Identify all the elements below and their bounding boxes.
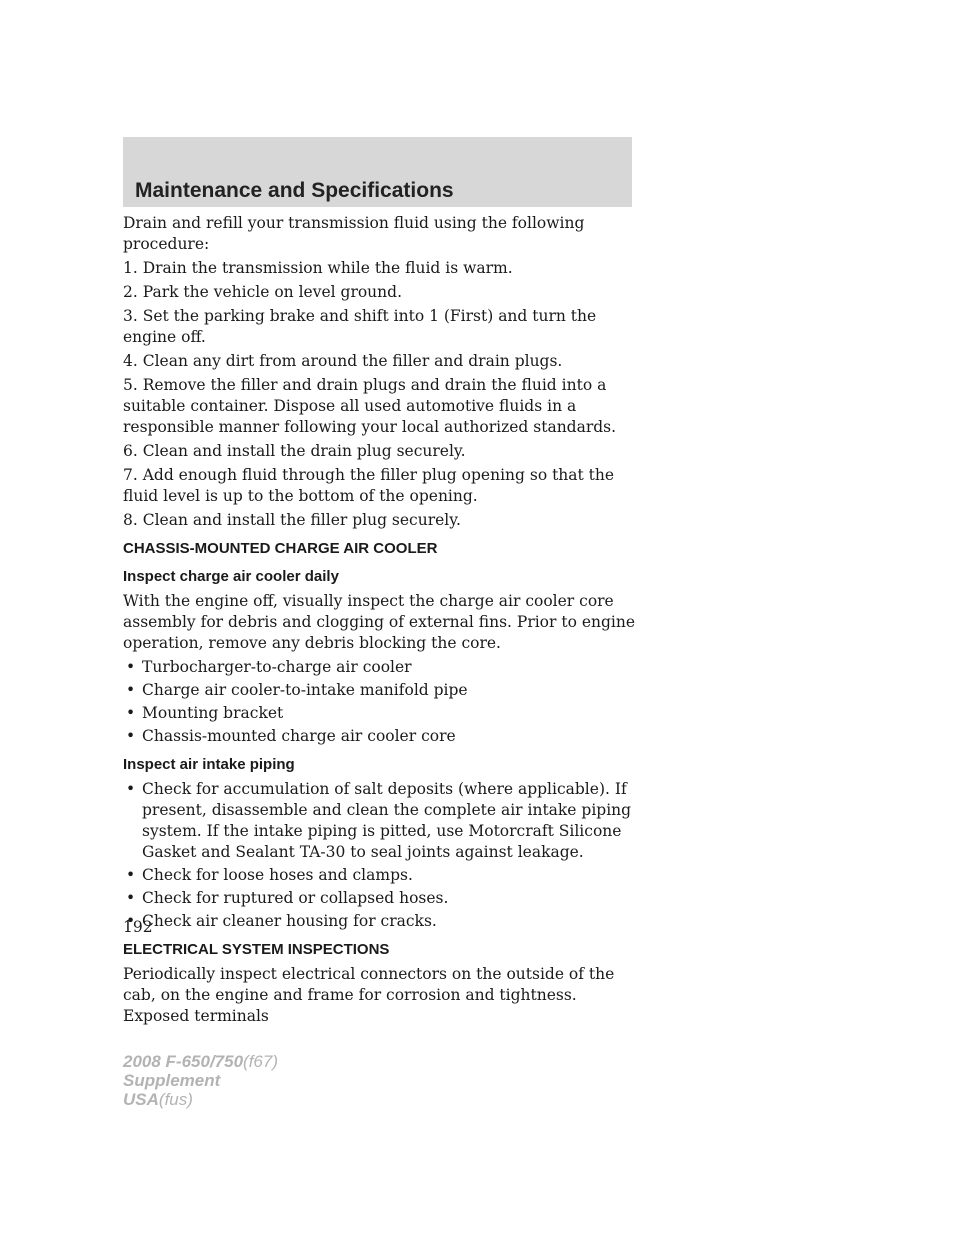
piping-bullet-list <box>123 779 638 932</box>
list-item: • Check air cleaner housing for cracks. <box>123 911 638 932</box>
step-8: 8. Clean and install the filler plug securely. <box>123 511 461 529</box>
step-4: 4. Clean any dirt from around the filler and drain plugs. <box>123 352 563 370</box>
page-content <box>123 213 638 1030</box>
footer-region-code: (fus) <box>158 1090 193 1109</box>
section-header-band <box>123 137 632 207</box>
list-item: • Mounting bracket <box>123 703 638 724</box>
heading-electrical-inspections: ELECTRICAL SYSTEM INSPECTIONS <box>123 941 390 958</box>
step-5: 5. Remove the filler and drain plugs and drain the fluid into a suitable container. Dispose all used automotive fluids in a responsible manner following your local authorized standards. <box>123 376 617 436</box>
heading-charge-air-cooler: CHASSIS-MOUNTED CHARGE AIR COOLER <box>123 540 438 557</box>
footer-supplement: Supplement <box>123 1071 221 1090</box>
footer-model-code: (f67) <box>243 1052 279 1071</box>
list-item: • Check for loose hoses and clamps. <box>123 865 638 886</box>
cooler-bullet-list <box>123 657 638 747</box>
document-footer <box>123 1052 278 1109</box>
step-1: 1. Drain the transmission while the fluid is warm. <box>123 259 513 277</box>
step-7: 7. Add enough fluid through the filler plug opening so that the fluid level is up to the bottom of the opening. <box>123 466 615 505</box>
electrical-paragraph: Periodically inspect electrical connectors on the outside of the cab, on the engine and frame for corrosion and tightness. Exposed terminals <box>123 965 615 1025</box>
footer-model: 2008 F-650/750 <box>123 1052 244 1071</box>
list-item: • Check for ruptured or collapsed hoses. <box>123 888 638 909</box>
list-item: • Chassis-mounted charge air cooler core <box>123 726 638 747</box>
footer-line-model <box>123 1052 278 1071</box>
intro-paragraph: Drain and refill your transmission fluid using the following procedure: <box>123 214 585 253</box>
list-item: • Turbocharger-to-charge air cooler <box>123 657 638 678</box>
page-number: 192 <box>123 918 153 936</box>
step-3: 3. Set the parking brake and shift into 1 (First) and turn the engine off. <box>123 307 597 346</box>
step-6: 6. Clean and install the drain plug securely. <box>123 442 466 460</box>
list-item: • Check for accumulation of salt deposits (where applicable). If present, disassemble and clean the complete air intake piping system. If the intake piping is pitted, use Motorcraft Silicone Gasket and Sealant TA-30 to seal joints against leakage. <box>123 779 638 863</box>
footer-line-region <box>123 1090 278 1109</box>
section-title: Maintenance and Specifications <box>135 179 454 202</box>
step-2: 2. Park the vehicle on level ground. <box>123 283 402 301</box>
subheading-inspect-cooler: Inspect charge air cooler daily <box>123 568 339 585</box>
footer-region: USA <box>123 1090 159 1109</box>
cooler-paragraph: With the engine off, visually inspect the charge air cooler core assembly for debris and clogging of external fins. Prior to engine operation, remove any debris blocking the core. <box>123 592 636 652</box>
subheading-inspect-piping: Inspect air intake piping <box>123 756 295 773</box>
list-item: • Charge air cooler-to-intake manifold pipe <box>123 680 638 701</box>
